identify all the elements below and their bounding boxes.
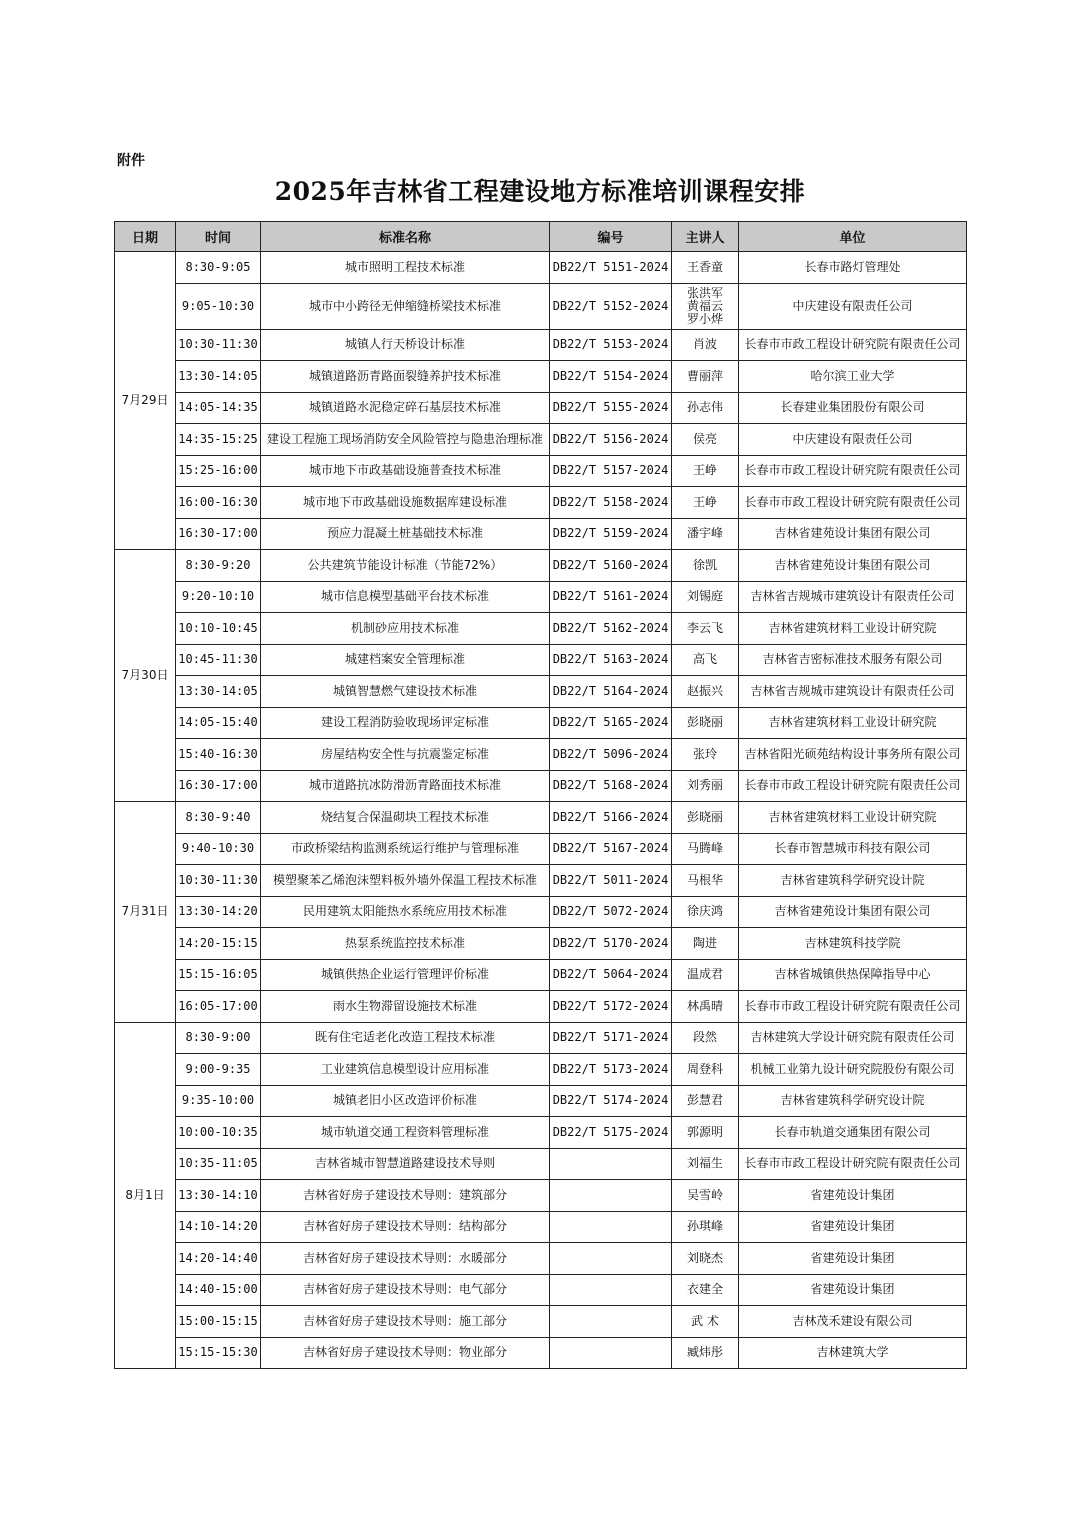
code-cell bbox=[550, 1337, 672, 1369]
speaker-cell: 李云飞 bbox=[672, 613, 739, 645]
standard-name-cell: 吉林省好房子建设技术导则：结构部分 bbox=[261, 1211, 550, 1243]
unit-cell: 吉林省建苑设计集团有限公司 bbox=[739, 518, 967, 550]
standard-name-cell: 房屋结构安全性与抗震鉴定标准 bbox=[261, 739, 550, 771]
table-row bbox=[115, 770, 967, 802]
code-cell: DB22/T 5160-2024 bbox=[550, 550, 672, 582]
date-cell: 8月1日 bbox=[115, 1022, 176, 1369]
unit-cell: 吉林建筑大学 bbox=[739, 1337, 967, 1369]
time-cell: 10:30-11:30 bbox=[176, 329, 261, 361]
time-cell: 13:30-14:05 bbox=[176, 361, 261, 393]
code-cell: DB22/T 5154-2024 bbox=[550, 361, 672, 393]
time-cell: 16:30-17:00 bbox=[176, 518, 261, 550]
code-cell: DB22/T 5172-2024 bbox=[550, 991, 672, 1023]
unit-cell: 吉林省阳光硕苑结构设计事务所有限公司 bbox=[739, 739, 967, 771]
time-cell: 14:40-15:00 bbox=[176, 1274, 261, 1306]
code-cell: DB22/T 5162-2024 bbox=[550, 613, 672, 645]
standard-name-cell: 吉林省好房子建设技术导则：水暖部分 bbox=[261, 1243, 550, 1275]
table-row bbox=[115, 1022, 967, 1054]
standard-name-cell: 热泵系统监控技术标准 bbox=[261, 928, 550, 960]
table-row bbox=[115, 487, 967, 519]
speaker-cell: 马腾峰 bbox=[672, 833, 739, 865]
standard-name-cell: 吉林省好房子建设技术导则：电气部分 bbox=[261, 1274, 550, 1306]
attachment-label: 附件 bbox=[117, 153, 145, 169]
unit-cell: 长春市路灯管理处 bbox=[739, 252, 967, 284]
standard-name-cell: 民用建筑太阳能热水系统应用技术标准 bbox=[261, 896, 550, 928]
speaker-cell: 刘秀丽 bbox=[672, 770, 739, 802]
time-cell: 9:20-10:10 bbox=[176, 581, 261, 613]
code-cell: DB22/T 5164-2024 bbox=[550, 676, 672, 708]
unit-cell: 吉林建筑科技学院 bbox=[739, 928, 967, 960]
standard-name-cell: 城镇智慧燃气建设技术标准 bbox=[261, 676, 550, 708]
table-row bbox=[115, 833, 967, 865]
time-cell: 10:35-11:05 bbox=[176, 1148, 261, 1180]
table-row bbox=[115, 802, 967, 834]
speaker-cell: 刘晓杰 bbox=[672, 1243, 739, 1275]
code-cell: DB22/T 5157-2024 bbox=[550, 455, 672, 487]
time-cell: 14:20-14:40 bbox=[176, 1243, 261, 1275]
time-cell: 16:30-17:00 bbox=[176, 770, 261, 802]
table-row bbox=[115, 361, 967, 393]
code-cell: DB22/T 5163-2024 bbox=[550, 644, 672, 676]
code-cell: DB22/T 5161-2024 bbox=[550, 581, 672, 613]
code-cell: DB22/T 5155-2024 bbox=[550, 392, 672, 424]
code-cell: DB22/T 5156-2024 bbox=[550, 424, 672, 456]
code-cell: DB22/T 5064-2024 bbox=[550, 959, 672, 991]
code-cell: DB22/T 5174-2024 bbox=[550, 1085, 672, 1117]
unit-cell: 长春市市政工程设计研究院有限责任公司 bbox=[739, 1148, 967, 1180]
schedule-body bbox=[115, 252, 967, 1369]
speaker-cell: 徐庆鸿 bbox=[672, 896, 739, 928]
standard-name-cell: 既有住宅适老化改造工程技术标准 bbox=[261, 1022, 550, 1054]
standard-name-cell: 城镇供热企业运行管理评价标准 bbox=[261, 959, 550, 991]
speaker-cell: 曹丽萍 bbox=[672, 361, 739, 393]
standard-name-cell: 城市地下市政基础设施数据库建设标准 bbox=[261, 487, 550, 519]
time-cell: 14:35-15:25 bbox=[176, 424, 261, 456]
standard-name-cell: 烧结复合保温砌块工程技术标准 bbox=[261, 802, 550, 834]
unit-cell: 吉林茂禾建设有限公司 bbox=[739, 1306, 967, 1338]
speaker-cell: 武 术 bbox=[672, 1306, 739, 1338]
time-cell: 14:20-15:15 bbox=[176, 928, 261, 960]
table-row bbox=[115, 455, 967, 487]
speaker-cell: 侯亮 bbox=[672, 424, 739, 456]
table-row bbox=[115, 252, 967, 284]
table-row bbox=[115, 283, 967, 329]
table-row bbox=[115, 928, 967, 960]
standard-name-cell: 城镇老旧小区改造评价标准 bbox=[261, 1085, 550, 1117]
table-row bbox=[115, 896, 967, 928]
table-row bbox=[115, 1337, 967, 1369]
code-cell bbox=[550, 1243, 672, 1275]
time-cell: 13:30-14:05 bbox=[176, 676, 261, 708]
date-cell: 7月30日 bbox=[115, 550, 176, 802]
unit-cell: 中庆建设有限责任公司 bbox=[739, 424, 967, 456]
speaker-cell: 周登科 bbox=[672, 1054, 739, 1086]
speaker-cell: 张玲 bbox=[672, 739, 739, 771]
standard-name-cell: 城市中小跨径无伸缩缝桥梁技术标准 bbox=[261, 283, 550, 329]
table-row bbox=[115, 1211, 967, 1243]
time-cell: 15:00-15:15 bbox=[176, 1306, 261, 1338]
standard-name-cell: 市政桥梁结构监测系统运行维护与管理标准 bbox=[261, 833, 550, 865]
table-row bbox=[115, 613, 967, 645]
unit-cell: 省建苑设计集团 bbox=[739, 1180, 967, 1212]
unit-cell: 吉林省建筑材料工业设计研究院 bbox=[739, 613, 967, 645]
header-speaker: 主讲人 bbox=[672, 222, 739, 252]
standard-name-cell: 城市信息模型基础平台技术标准 bbox=[261, 581, 550, 613]
unit-cell: 吉林省建筑材料工业设计研究院 bbox=[739, 707, 967, 739]
speaker-cell: 吴雪岭 bbox=[672, 1180, 739, 1212]
time-cell: 8:30-9:00 bbox=[176, 1022, 261, 1054]
table-row bbox=[115, 676, 967, 708]
speaker-cell: 孙琪峰 bbox=[672, 1211, 739, 1243]
standard-name-cell: 城建档案安全管理标准 bbox=[261, 644, 550, 676]
unit-cell: 省建苑设计集团 bbox=[739, 1274, 967, 1306]
speaker-cell: 肖波 bbox=[672, 329, 739, 361]
date-cell: 7月31日 bbox=[115, 802, 176, 1023]
standard-name-cell: 城镇人行天桥设计标准 bbox=[261, 329, 550, 361]
standard-name-cell: 城市地下市政基础设施普查技术标准 bbox=[261, 455, 550, 487]
date-cell: 7月29日 bbox=[115, 252, 176, 550]
code-cell: DB22/T 5159-2024 bbox=[550, 518, 672, 550]
unit-cell: 吉林省建筑科学研究设计院 bbox=[739, 1085, 967, 1117]
speaker-cell: 陶进 bbox=[672, 928, 739, 960]
table-row bbox=[115, 1148, 967, 1180]
table-row bbox=[115, 518, 967, 550]
unit-cell: 长春市市政工程设计研究院有限责任公司 bbox=[739, 329, 967, 361]
time-cell: 10:10-10:45 bbox=[176, 613, 261, 645]
code-cell: DB22/T 5168-2024 bbox=[550, 770, 672, 802]
unit-cell: 吉林省吉规城市建筑设计有限责任公司 bbox=[739, 676, 967, 708]
code-cell: DB22/T 5151-2024 bbox=[550, 252, 672, 284]
code-cell: DB22/T 5175-2024 bbox=[550, 1117, 672, 1149]
code-cell: DB22/T 5165-2024 bbox=[550, 707, 672, 739]
time-cell: 8:30-9:05 bbox=[176, 252, 261, 284]
time-cell: 13:30-14:20 bbox=[176, 896, 261, 928]
standard-name-cell: 城镇道路沥青路面裂缝养护技术标准 bbox=[261, 361, 550, 393]
table-row bbox=[115, 424, 967, 456]
speaker-cell: 刘福生 bbox=[672, 1148, 739, 1180]
standard-name-cell: 建设工程消防验收现场评定标准 bbox=[261, 707, 550, 739]
speaker-cell: 王峥 bbox=[672, 487, 739, 519]
code-cell: DB22/T 5011-2024 bbox=[550, 865, 672, 897]
time-cell: 15:25-16:00 bbox=[176, 455, 261, 487]
time-cell: 10:30-11:30 bbox=[176, 865, 261, 897]
unit-cell: 吉林省建筑科学研究设计院 bbox=[739, 865, 967, 897]
code-cell: DB22/T 5152-2024 bbox=[550, 283, 672, 329]
header-name: 标准名称 bbox=[261, 222, 550, 252]
speaker-cell: 王香童 bbox=[672, 252, 739, 284]
table-row bbox=[115, 959, 967, 991]
code-cell: DB22/T 5072-2024 bbox=[550, 896, 672, 928]
unit-cell: 长春市市政工程设计研究院有限责任公司 bbox=[739, 991, 967, 1023]
unit-cell: 吉林省城镇供热保障指导中心 bbox=[739, 959, 967, 991]
unit-cell: 长春市市政工程设计研究院有限责任公司 bbox=[739, 487, 967, 519]
unit-cell: 长春市市政工程设计研究院有限责任公司 bbox=[739, 455, 967, 487]
unit-cell: 哈尔滨工业大学 bbox=[739, 361, 967, 393]
code-cell: DB22/T 5096-2024 bbox=[550, 739, 672, 771]
time-cell: 15:15-15:30 bbox=[176, 1337, 261, 1369]
code-cell: DB22/T 5167-2024 bbox=[550, 833, 672, 865]
time-cell: 10:00-10:35 bbox=[176, 1117, 261, 1149]
unit-cell: 省建苑设计集团 bbox=[739, 1211, 967, 1243]
header-date: 日期 bbox=[115, 222, 176, 252]
time-cell: 9:35-10:00 bbox=[176, 1085, 261, 1117]
code-cell bbox=[550, 1148, 672, 1180]
table-row bbox=[115, 581, 967, 613]
table-row bbox=[115, 1306, 967, 1338]
time-cell: 14:05-14:35 bbox=[176, 392, 261, 424]
code-cell: DB22/T 5170-2024 bbox=[550, 928, 672, 960]
table-row bbox=[115, 991, 967, 1023]
table-row bbox=[115, 644, 967, 676]
unit-cell: 长春市轨道交通集团有限公司 bbox=[739, 1117, 967, 1149]
code-cell: DB22/T 5153-2024 bbox=[550, 329, 672, 361]
unit-cell: 吉林建筑大学设计研究院有限责任公司 bbox=[739, 1022, 967, 1054]
code-cell: DB22/T 5171-2024 bbox=[550, 1022, 672, 1054]
standard-name-cell: 工业建筑信息模型设计应用标准 bbox=[261, 1054, 550, 1086]
unit-cell: 吉林省建苑设计集团有限公司 bbox=[739, 896, 967, 928]
table-row bbox=[115, 1243, 967, 1275]
speaker-cell: 马根华 bbox=[672, 865, 739, 897]
time-cell: 15:40-16:30 bbox=[176, 739, 261, 771]
time-cell: 16:00-16:30 bbox=[176, 487, 261, 519]
speaker-cell: 徐凯 bbox=[672, 550, 739, 582]
speaker-cell: 彭晓丽 bbox=[672, 707, 739, 739]
unit-cell: 长春市市政工程设计研究院有限责任公司 bbox=[739, 770, 967, 802]
time-cell: 16:05-17:00 bbox=[176, 991, 261, 1023]
standard-name-cell: 城市轨道交通工程资料管理标准 bbox=[261, 1117, 550, 1149]
document-title: 2025年吉林省工程建设地方标准培训课程安排 bbox=[274, 177, 806, 206]
time-cell: 13:30-14:10 bbox=[176, 1180, 261, 1212]
speaker-cell: 衣建全 bbox=[672, 1274, 739, 1306]
table-row bbox=[115, 1274, 967, 1306]
unit-cell: 吉林省建苑设计集团有限公司 bbox=[739, 550, 967, 582]
speaker-cell: 林禹晴 bbox=[672, 991, 739, 1023]
table-row bbox=[115, 739, 967, 771]
table-row bbox=[115, 707, 967, 739]
standard-name-cell: 预应力混凝土桩基础技术标准 bbox=[261, 518, 550, 550]
standard-name-cell: 吉林省城市智慧道路建设技术导则 bbox=[261, 1148, 550, 1180]
time-cell: 14:05-15:40 bbox=[176, 707, 261, 739]
time-cell: 9:40-10:30 bbox=[176, 833, 261, 865]
table-row bbox=[115, 392, 967, 424]
speaker-cell: 张洪军 黄福云 罗小烨 bbox=[672, 283, 739, 329]
code-cell bbox=[550, 1306, 672, 1338]
table-row bbox=[115, 1054, 967, 1086]
unit-cell: 中庆建设有限责任公司 bbox=[739, 283, 967, 329]
standard-name-cell: 吉林省好房子建设技术导则：物业部分 bbox=[261, 1337, 550, 1369]
unit-cell: 长春建业集团股份有限公司 bbox=[739, 392, 967, 424]
speaker-cell: 臧炜彤 bbox=[672, 1337, 739, 1369]
table-row bbox=[115, 329, 967, 361]
code-cell: DB22/T 5173-2024 bbox=[550, 1054, 672, 1086]
speaker-cell: 温成君 bbox=[672, 959, 739, 991]
table-row bbox=[115, 1117, 967, 1149]
table-row bbox=[115, 1085, 967, 1117]
unit-cell: 吉林省吉密标准技术服务有限公司 bbox=[739, 644, 967, 676]
time-cell: 10:45-11:30 bbox=[176, 644, 261, 676]
header-unit: 单位 bbox=[739, 222, 967, 252]
code-cell: DB22/T 5166-2024 bbox=[550, 802, 672, 834]
header-row bbox=[115, 222, 967, 252]
time-cell: 8:30-9:20 bbox=[176, 550, 261, 582]
speaker-cell: 高飞 bbox=[672, 644, 739, 676]
speaker-cell: 潘宇峰 bbox=[672, 518, 739, 550]
time-cell: 8:30-9:40 bbox=[176, 802, 261, 834]
header-code: 编号 bbox=[550, 222, 672, 252]
standard-name-cell: 公共建筑节能设计标准（节能72%） bbox=[261, 550, 550, 582]
standard-name-cell: 城市照明工程技术标准 bbox=[261, 252, 550, 284]
standard-name-cell: 建设工程施工现场消防安全风险管控与隐患治理标准 bbox=[261, 424, 550, 456]
speaker-cell: 刘锡庭 bbox=[672, 581, 739, 613]
speaker-cell: 彭晓丽 bbox=[672, 802, 739, 834]
unit-cell: 省建苑设计集团 bbox=[739, 1243, 967, 1275]
header-time: 时间 bbox=[176, 222, 261, 252]
speaker-cell: 王峥 bbox=[672, 455, 739, 487]
time-cell: 9:05-10:30 bbox=[176, 283, 261, 329]
speaker-cell: 段然 bbox=[672, 1022, 739, 1054]
standard-name-cell: 雨水生物滞留设施技术标准 bbox=[261, 991, 550, 1023]
schedule-table bbox=[114, 221, 967, 1369]
table-row bbox=[115, 865, 967, 897]
time-cell: 9:00-9:35 bbox=[176, 1054, 261, 1086]
time-cell: 15:15-16:05 bbox=[176, 959, 261, 991]
code-cell bbox=[550, 1180, 672, 1212]
code-cell: DB22/T 5158-2024 bbox=[550, 487, 672, 519]
standard-name-cell: 机制砂应用技术标准 bbox=[261, 613, 550, 645]
standard-name-cell: 模塑聚苯乙烯泡沫塑料板外墙外保温工程技术标准 bbox=[261, 865, 550, 897]
code-cell bbox=[550, 1274, 672, 1306]
standard-name-cell: 吉林省好房子建设技术导则：建筑部分 bbox=[261, 1180, 550, 1212]
code-cell bbox=[550, 1211, 672, 1243]
standard-name-cell: 城市道路抗冰防滑沥青路面技术标准 bbox=[261, 770, 550, 802]
unit-cell: 机械工业第九设计研究院股份有限公司 bbox=[739, 1054, 967, 1086]
speaker-cell: 赵振兴 bbox=[672, 676, 739, 708]
speaker-cell: 孙志伟 bbox=[672, 392, 739, 424]
standard-name-cell: 城镇道路水泥稳定碎石基层技术标准 bbox=[261, 392, 550, 424]
unit-cell: 长春市智慧城市科技有限公司 bbox=[739, 833, 967, 865]
standard-name-cell: 吉林省好房子建设技术导则：施工部分 bbox=[261, 1306, 550, 1338]
speaker-cell: 彭慧君 bbox=[672, 1085, 739, 1117]
unit-cell: 吉林省吉规城市建筑设计有限责任公司 bbox=[739, 581, 967, 613]
speaker-cell: 郭源明 bbox=[672, 1117, 739, 1149]
time-cell: 14:10-14:20 bbox=[176, 1211, 261, 1243]
table-row bbox=[115, 550, 967, 582]
unit-cell: 吉林省建筑材料工业设计研究院 bbox=[739, 802, 967, 834]
table-row bbox=[115, 1180, 967, 1212]
